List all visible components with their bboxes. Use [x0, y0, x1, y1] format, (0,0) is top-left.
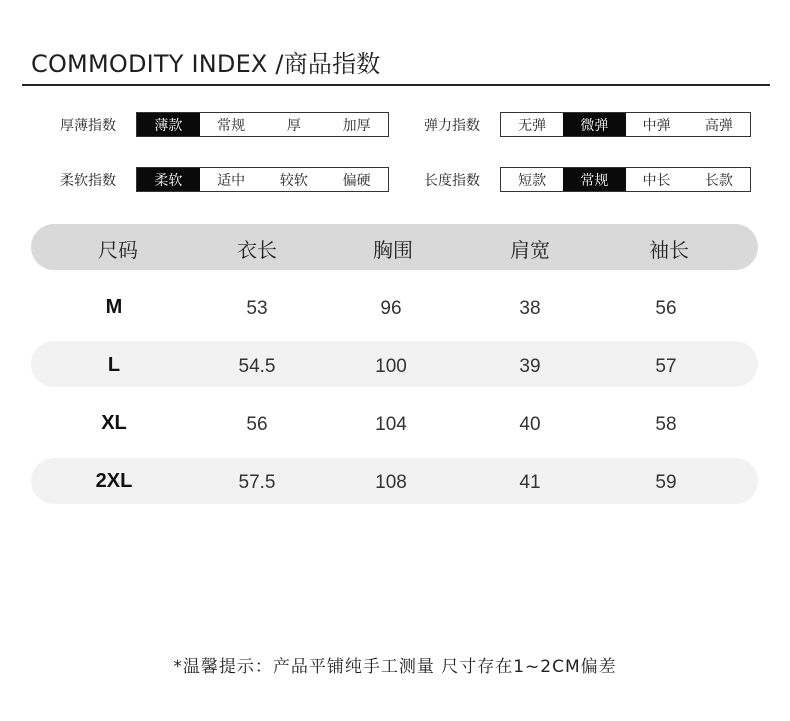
value-cell: 41 [519, 472, 541, 493]
value-cell: 56 [246, 414, 268, 435]
value-cell: 53 [246, 298, 268, 319]
index-label-softness: 柔软指数 [60, 173, 116, 189]
index-label-elasticity: 弹力指数 [424, 118, 480, 134]
header-length: 衣长 [237, 238, 277, 262]
header-chest: 胸围 [373, 238, 413, 262]
size-cell: XL [101, 412, 127, 434]
value-cell: 96 [380, 298, 402, 319]
index-option: 偏硬 [342, 172, 371, 189]
value-cell: 59 [655, 472, 677, 493]
measurement-note: *温馨提示：产品平铺纯手工测量 尺寸存在1~2CM偏差 [173, 657, 617, 677]
value-cell: 40 [519, 414, 541, 435]
value-cell: 100 [375, 356, 407, 377]
index-option: 适中 [217, 172, 246, 189]
index-option: 厚 [286, 117, 301, 134]
size-cell: L [107, 354, 121, 376]
index-option: 短款 [518, 172, 547, 189]
index-option: 常规 [563, 168, 625, 191]
index-option: 中弹 [642, 117, 671, 134]
index-option: 微弹 [563, 113, 625, 136]
index-option: 长款 [704, 172, 733, 189]
index-label-length: 长度指数 [424, 173, 480, 189]
index-scale-softness [136, 167, 389, 192]
value-cell: 108 [375, 472, 407, 493]
size-cell: 2XL [95, 470, 133, 492]
index-option: 柔软 [137, 168, 200, 191]
size-cell: M [105, 296, 123, 318]
index-label-thickness: 厚薄指数 [60, 118, 116, 134]
index-option: 无弹 [518, 117, 547, 134]
value-cell: 104 [375, 414, 407, 435]
index-scale-length [500, 167, 751, 192]
header-shoulder: 肩宽 [510, 238, 550, 262]
value-cell: 57 [655, 356, 677, 377]
index-option: 中长 [642, 172, 671, 189]
page-title: COMMODITY INDEX /商品指数 [31, 50, 381, 78]
index-option: 薄款 [137, 113, 200, 136]
index-option: 较软 [279, 172, 308, 189]
value-cell: 57.5 [238, 472, 276, 493]
value-cell: 56 [655, 298, 677, 319]
index-option: 高弹 [704, 117, 733, 134]
index-option: 加厚 [342, 117, 371, 134]
index-scale-elasticity [500, 112, 751, 137]
header-size: 尺码 [98, 238, 138, 262]
value-cell: 38 [519, 298, 541, 319]
header-sleeve: 袖长 [649, 238, 689, 262]
value-cell: 39 [519, 356, 541, 377]
value-cell: 54.5 [238, 356, 276, 377]
index-option: 常规 [217, 117, 246, 134]
title-divider [22, 84, 770, 86]
value-cell: 58 [655, 414, 677, 435]
index-scale-thickness [136, 112, 389, 137]
